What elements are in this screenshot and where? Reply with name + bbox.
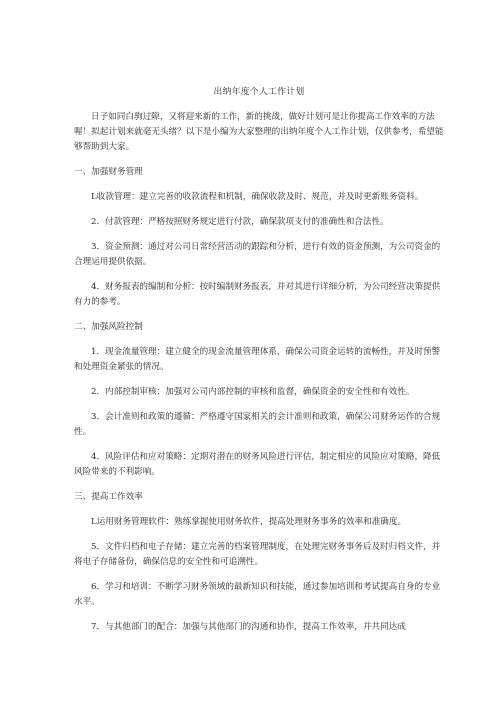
section-3-item-1: L运用财务管理软件：熟练掌握使用财务软件，提高处理财务事务的效率和准确度。 — [91, 517, 407, 527]
section-1-item-2: 2．付款管理：严格按照财务规定进行付款，确保款项支付的准确性和合法性。 — [91, 217, 389, 227]
section-1-item-4: 4．财务报表的编制和分析：按时编制财务报表，并对其进行详细分析，为公司经营决策提供有力的参考。 — [74, 282, 441, 307]
section-2-item-1: 1．现金流量管理：建立健全的现金流量管理体系，确保公司资金运转的流畅性，并及时预警和处理资金紧张的情况。 — [74, 347, 441, 372]
section-2-item-3: 3．会计准则和政策的遵循：严格遵守国家相关的会计准则和政策，确保公司财务运作的合规性。 — [74, 412, 441, 437]
section-1-item-1: L收款管理：建立完善的收款流程和机制，确保收款及时、规范，并及时更新账务资料。 — [91, 192, 424, 202]
section-3-item-3: 6．学习和培训：不断学习财务领域的最新知识和技能，通过参加培训和考试提高自身的专业水平。 — [74, 582, 441, 607]
section-heading-1: 一、加强财务管理 — [74, 167, 143, 177]
section-heading-3: 三、提高工作效率 — [74, 492, 143, 502]
section-2-item-2: 2．内部控制审核：加强对公司内部控制的审核和监督，确保资金的安全性和有效性。 — [91, 387, 415, 397]
section-3-item-4: 7．与其他部门的配合：加强与其他部门的沟通和协作，提高工作效率，并共同达成 — [91, 622, 406, 632]
section-heading-2: 二、加强风险控制 — [74, 322, 143, 332]
section-1-item-3: 3．资金预测：通过对公司日常经营活动的跟踪和分析，进行有效的资金预测，为公司资金的合理运用提供依据。 — [74, 242, 441, 267]
section-2-item-4: 4．风险评估和应对策略：定期对潜在的财务风险进行评估，制定相应的风险应对策略，降低风险带来的不利影响。 — [74, 452, 441, 477]
intro-paragraph: 日子如同白驹过隙，又将迎来新的工作，新的挑战，做好计划可是让你提高工作效率的方法喔！拟起计划来就毫无头绪？以下是小编为大家整理的出纳年度个人工作计划，仅供参考，希望能够帮助到大家。 — [74, 112, 444, 152]
section-3-item-2: 5．文件归档和电子存储：建立完善的档案管理制度，在处理完财务事务后及时归档文件，并将电子存储备份，确保信息的安全性和可追溯性。 — [74, 542, 441, 567]
document-title: 出纳年度个人工作计划 — [213, 87, 305, 97]
